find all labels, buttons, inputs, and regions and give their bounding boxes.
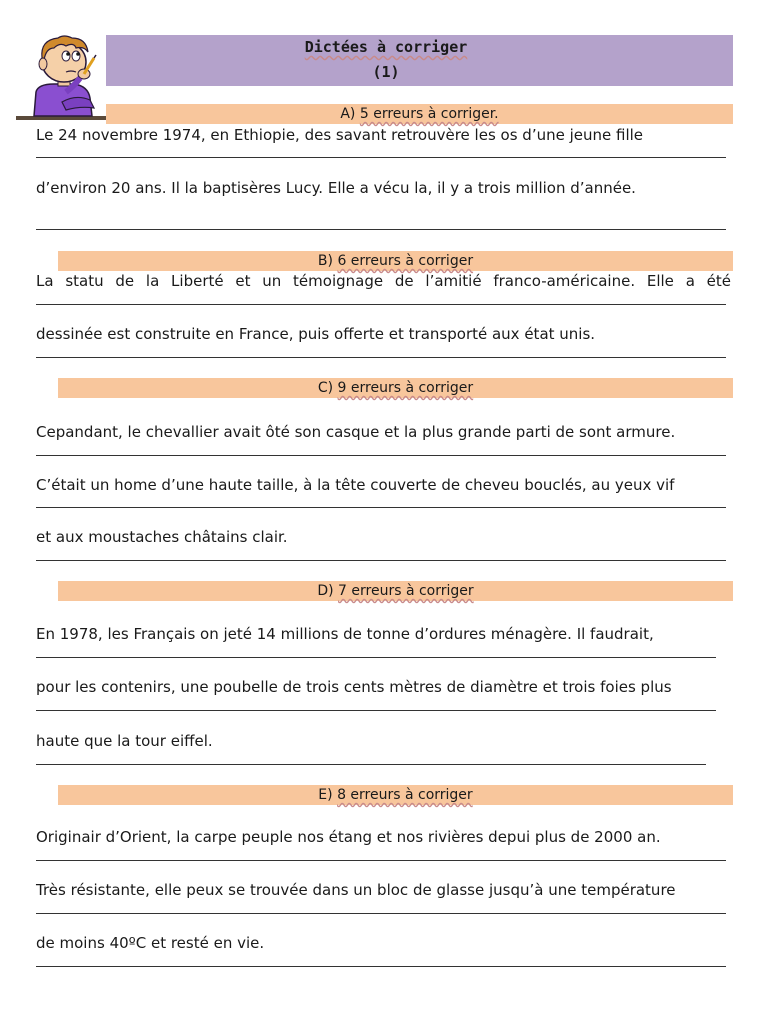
section-b-heading [58, 251, 733, 271]
section-b-line-1: La statu de la Liberté et un témoignage de l’amitié franco-américaine. Elle a été [36, 272, 731, 290]
section-c-line-2: C’était un home d’une haute taille, à la tête couverte de cheveu bouclés, au yeux vif [36, 476, 675, 494]
section-a-heading-text: 5 erreurs à corriger. [359, 106, 499, 122]
section-a-line-2: d’environ 20 ans. Il la baptisères Lucy. Elle a vécu la, il y a trois million d’année. [36, 179, 636, 197]
page-title-text: Dictées à corriger [304, 38, 468, 56]
section-e-letter: E) [318, 787, 333, 803]
section-e-heading [58, 785, 733, 805]
writing-line [36, 229, 726, 230]
writing-line [36, 357, 726, 358]
section-c-heading [58, 378, 733, 398]
section-b-line-2: dessinée est construite en France, puis offerte et transporté aux état unis. [36, 325, 596, 343]
writing-line [36, 710, 716, 711]
writing-line [36, 764, 706, 765]
writing-line [36, 657, 716, 658]
section-b-heading-text: 6 erreurs à corriger [337, 253, 474, 269]
thinking-boy-illustration [14, 32, 108, 124]
writing-line [36, 860, 726, 861]
section-c-heading-text: 9 erreurs à corriger [337, 380, 474, 396]
page-title [106, 38, 666, 56]
section-d-line-3: haute que la tour eiffel. [36, 732, 213, 750]
writing-line [36, 913, 726, 914]
page-subtitle: (1) [372, 63, 400, 81]
section-d-line-1: En 1978, les Français on jeté 14 millions de tonne d’ordures ménagère. Il faudrait, [36, 625, 654, 643]
writing-line [36, 455, 726, 456]
section-b-letter: B) [317, 253, 333, 269]
writing-line [36, 157, 726, 158]
section-e-line-3: de moins 40ºC et resté en vie. [36, 934, 265, 952]
section-d-line-2: pour les contenirs, une poubelle de trois cents mètres de diamètre et trois foies plus [36, 678, 672, 696]
section-c-letter: C) [317, 380, 334, 396]
section-a-letter: A) [340, 106, 356, 122]
section-e-line-2: Très résistante, elle peux se trouvée dans un bloc de glasse jusqu’à une température [36, 881, 676, 899]
section-e-line-1: Originair d’Orient, la carpe peuple nos étang et nos rivières depui plus de 2000 an. [36, 828, 661, 846]
section-a-heading [106, 104, 733, 124]
section-e-heading-text: 8 erreurs à corriger [337, 787, 473, 803]
section-c-line-3: et aux moustaches châtains clair. [36, 528, 288, 546]
section-a-line-1: Le 24 novembre 1974, en Ethiopie, des savant retrouvère les os d’une jeune fille [36, 126, 644, 144]
section-d-heading [58, 581, 733, 601]
section-d-letter: D) [317, 583, 334, 599]
writing-line [36, 304, 726, 305]
section-c-line-1: Cepandant, le chevallier avait ôté son casque et la plus grande parti de sont armure. [36, 423, 676, 441]
writing-line [36, 966, 726, 967]
section-d-heading-text: 7 erreurs à corriger [338, 583, 474, 599]
writing-line [36, 507, 726, 508]
writing-line [36, 560, 726, 561]
